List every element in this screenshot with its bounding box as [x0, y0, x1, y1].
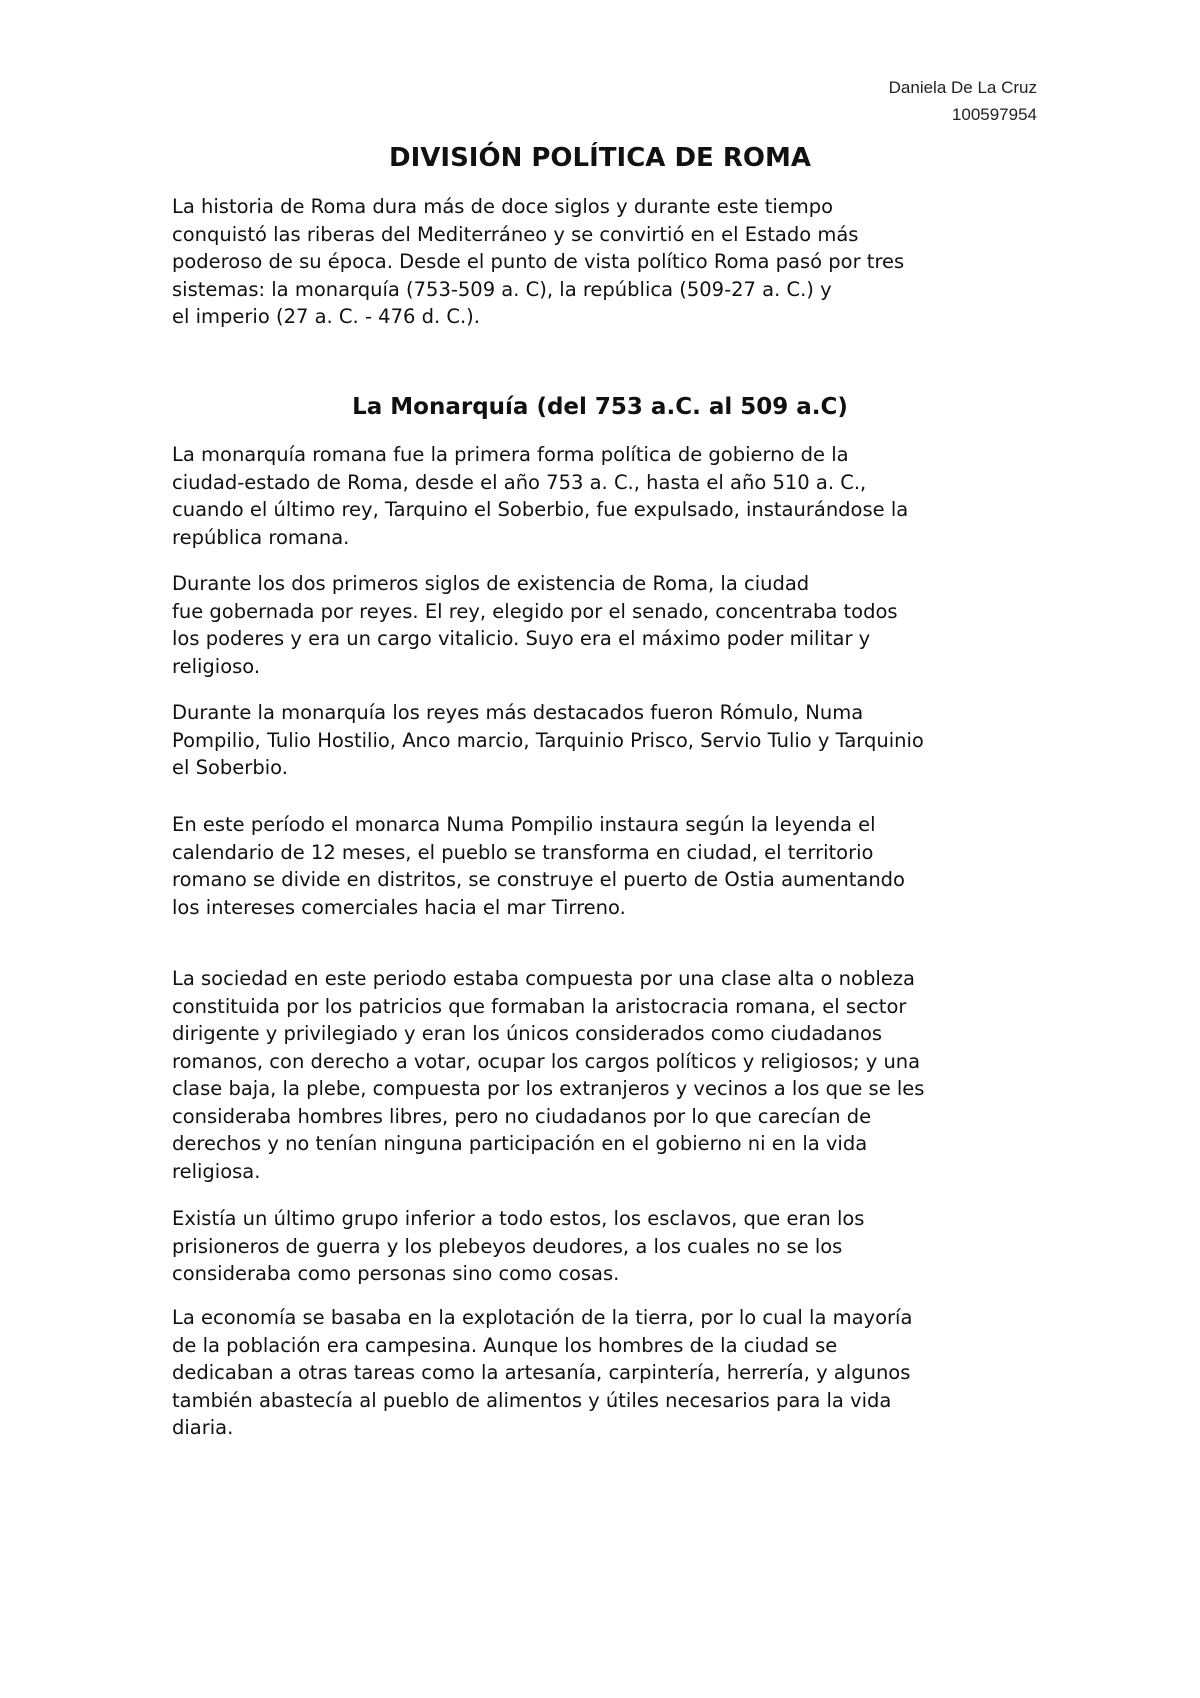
text-line: La historia de Roma dura más de doce siglos y durante este tiempo [172, 195, 834, 218]
text-line: consideraba como personas sino como cosas. [172, 1262, 620, 1285]
body-paragraph [172, 811, 1042, 921]
body-paragraph [172, 1304, 1042, 1442]
text-line: también abastecía al pueblo de alimentos y útiles necesarios para la vida [172, 1388, 892, 1412]
text-line: religiosa. [172, 1159, 261, 1183]
text-line: el imperio (27 a. C. - 476 d. C.). [172, 305, 480, 328]
body-paragraph [172, 441, 1042, 551]
intro-paragraph [172, 193, 1042, 331]
body-paragraph [172, 699, 1042, 782]
text-line: dedicaban a otras tareas como la artesanía, carpintería, herrería, y algunos [172, 1361, 911, 1384]
text-line: La monarquía romana fue la primera forma política de gobierno de la [172, 443, 849, 466]
text-line: La economía se basaba en la explotación de la tierra, por lo cual la mayoría [172, 1306, 913, 1329]
text-line: En este período el monarca Numa Pompilio instaura según la leyenda el [172, 813, 876, 836]
text-line: romano se divide en distritos, se construye el puerto de Ostia aumentando [172, 868, 905, 891]
text-line: ciudad-estado de Roma, desde el año 753 a. C., hasta el año 510 a. C., [172, 470, 867, 494]
text-line: diaria. [172, 1416, 234, 1439]
body-paragraph [172, 1205, 1042, 1288]
text-line: fue gobernada por reyes. El rey, elegido por el senado, concentraba todos [172, 599, 898, 623]
text-line: clase baja, la plebe, compuesta por los extranjeros y vecinos a los que se les [172, 1077, 925, 1100]
text-line: de la población era campesina. Aunque los hombres de la ciudad se [172, 1333, 838, 1357]
document-title: DIVISIÓN POLÍTICA DE ROMA [389, 143, 811, 173]
body-paragraph [172, 570, 1042, 680]
text-line: Pompilio, Tulio Hostilio, Anco marcio, Tarquinio Prisco, Servio Tulio y Tarquinio [172, 728, 924, 752]
author-header [889, 74, 1037, 128]
body-paragraph [172, 965, 1042, 1185]
text-line: Durante la monarquía los reyes más destacados fueron Rómulo, Numa [172, 701, 864, 724]
text-line: los intereses comerciales hacia el mar Tirreno. [172, 895, 626, 919]
text-line: los poderes y era un cargo vitalicio. Suyo era el máximo poder militar y [172, 627, 871, 650]
text-line: cuando el último rey, Tarquino el Soberbio, fue expulsado, instaurándose la [172, 498, 909, 521]
student-id: 100597954 [951, 105, 1037, 124]
text-line: dirigente y privilegiado y eran los únicos considerados como ciudadanos [172, 1022, 883, 1045]
text-line: constituida por los patricios que formaban la aristocracia romana, el sector [172, 994, 907, 1018]
text-line: república romana. [172, 525, 350, 549]
text-line: La sociedad en este periodo estaba compuesta por una clase alta o nobleza [172, 967, 915, 990]
text-line: Durante los dos primeros siglos de existencia de Roma, la ciudad [172, 572, 810, 595]
text-line: sistemas: la monarquía (753-509 a. C), la república (509-27 a. C.) y [172, 277, 832, 301]
author-name: Daniela De La Cruz [888, 78, 1037, 97]
text-line: calendario de 12 meses, el pueblo se transforma en ciudad, el territorio [172, 840, 874, 864]
text-line: Existía un último grupo inferior a todo estos, los esclavos, que eran los [172, 1207, 865, 1230]
text-line: poderoso de su época. Desde el punto de vista político Roma pasó por tres [172, 250, 905, 273]
text-line: conquistó las riberas del Mediterráneo y se convirtió en el Estado más [172, 222, 859, 246]
text-line: el Soberbio. [172, 756, 288, 779]
text-line: romanos, con derecho a votar, ocupar los cargos políticos y religiosos; y una [172, 1049, 921, 1073]
text-line: prisioneros de guerra y los plebeyos deudores, a los cuales no se los [172, 1234, 843, 1258]
text-line: religioso. [172, 654, 261, 678]
text-line: consideraba hombres libres, pero no ciudadanos por lo que carecían de [172, 1104, 872, 1128]
text-line: derechos y no tenían ninguna participación en el gobierno ni en la vida [172, 1132, 868, 1155]
section-heading: La Monarquía (del 753 a.C. al 509 a.C) [352, 394, 848, 420]
